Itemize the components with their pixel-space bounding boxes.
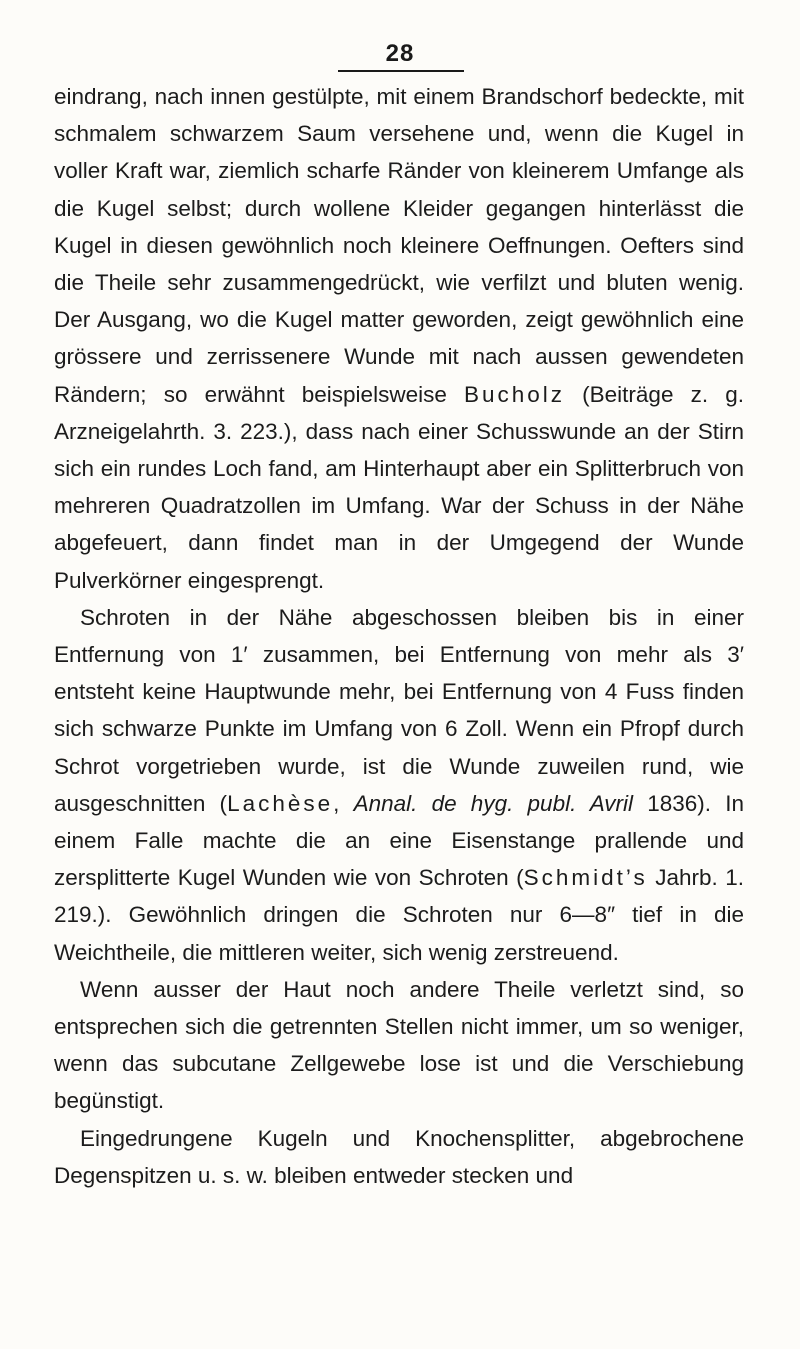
text-run: Schroten in der Nähe abgeschossen bleiben bis in einer Entfernung von 1′ zusammen, bei Entfernung von mehr als 3′ entsteht keine Hauptwunde mehr, bei Entfernung von 4 Fuss finden sich schwarze Punkte im Umfang von 6 Zoll. Wenn ein Pfropf durch Schrot vorgetrieben wurde, ist die Wunde zuweilen rund, wie ausgeschnitten ( — [54, 604, 744, 816]
text-run: (Beiträge z. g. Arzneigelahrth. 3. 223.), dass nach einer Schusswunde an der Stirn sich ein rundes Loch fand, am Hinterhaupt aber ein Splitterbruch von mehreren Quadratzollen im Umfang. War der Schuss in der Nähe abgefeuert, dann findet man in der Umgegend der Wunde Pulverkörner eingesprengt. — [54, 381, 744, 593]
author-name: Schmidt’s — [523, 865, 648, 891]
journal-citation: Annal. de hyg. publ. Avril — [353, 790, 634, 816]
page-number: 28 — [385, 40, 415, 67]
page-number-rule — [338, 70, 464, 72]
paragraph-2 — [54, 599, 744, 971]
text-run: , — [333, 790, 354, 816]
text-run: 1836). In einem Falle machte die an eine Eisenstange prallende und zersplitterte Kugel Wunden wie von Schroten ( — [54, 790, 744, 891]
text-run: Wenn ausser der Haut noch andere Theile verletzt sind, so entsprechen sich die getrennten Stellen nicht immer, um so weniger, wenn das subcutane Zellgewebe lose ist und die Verschiebung begünstigt. — [54, 976, 744, 1114]
paragraph-3 — [54, 971, 744, 1120]
paragraph-1 — [54, 78, 744, 599]
paragraph-4 — [54, 1120, 744, 1194]
author-name: Bucholz — [463, 381, 566, 407]
body-text — [54, 78, 744, 1194]
text-run: Eingedrungene Kugeln und Knochensplitter, abgebrochene Degenspitzen u. s. w. bleiben entweder stecken und — [54, 1125, 744, 1188]
text-run: eindrang, nach innen gestülpte, mit einem Brandschorf bedeckte, mit schmalem schwarzem Saum versehene und, wenn die Kugel in voller Kraft war, ziemlich scharfe Ränder von kleinerem Umfange als die Kugel selbst; durch wollene Kleider gegangen hinterlässt die Kugel in diesen gewöhnlich noch kleinere Oeffnungen. Oefters sind die Theile sehr zusammengedrückt, wie verfilzt und bluten wenig. Der Ausgang, wo die Kugel matter geworden, zeigt gewöhnlich eine grössere und zerrissenere Wunde mit nach aussen gewendeten Rändern; so erwähnt beispielsweise — [54, 84, 744, 407]
author-name: Lachèse — [227, 790, 334, 816]
text-run: Jahrb. 1. 219.). Gewöhnlich dringen die Schroten nur 6—8″ tief in die Weichtheile, die mittleren weiter, sich wenig zerstreuend. — [54, 865, 745, 965]
